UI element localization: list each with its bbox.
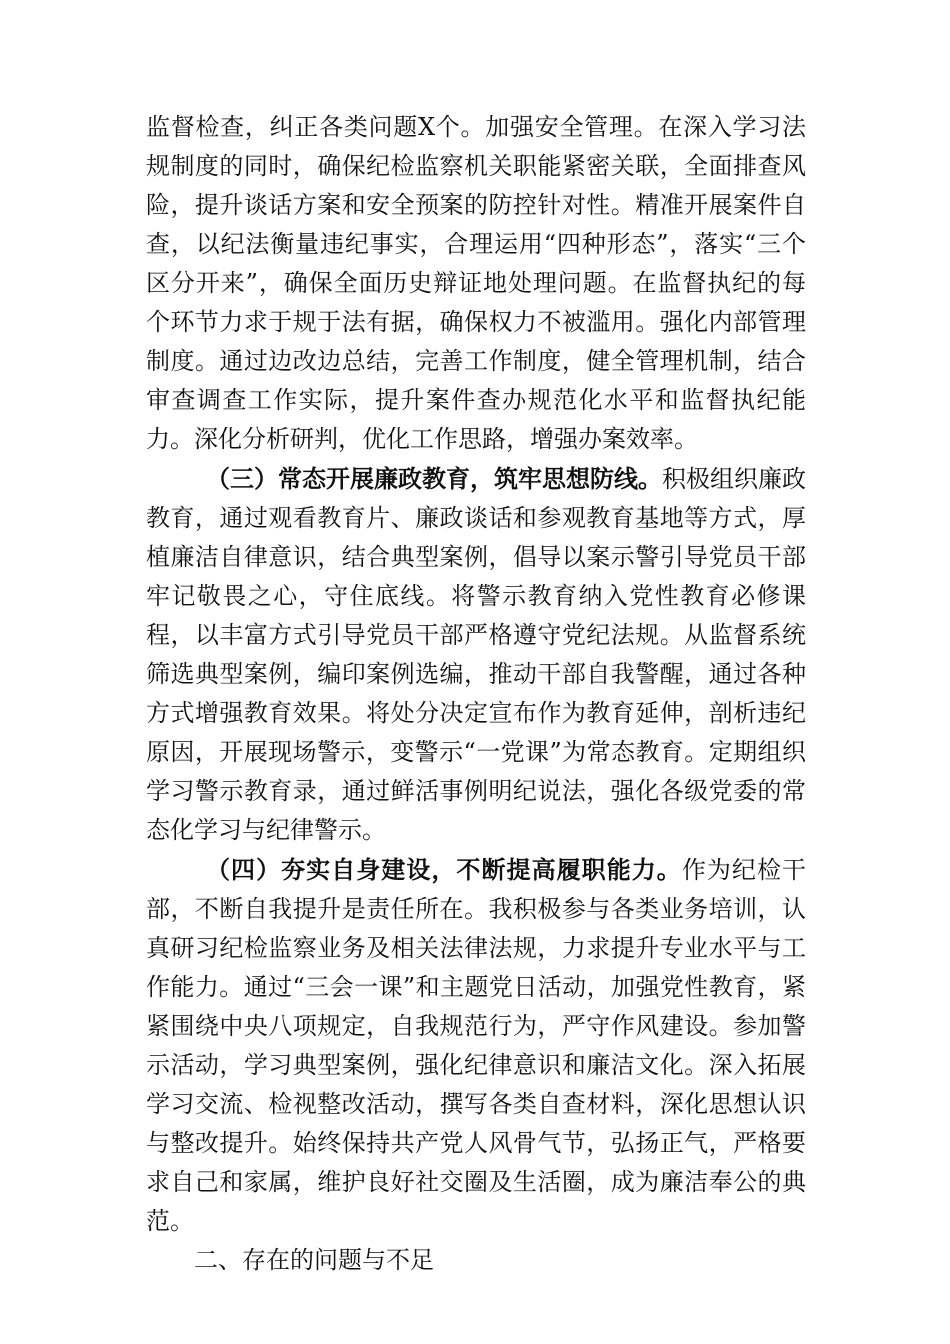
section-3-heading: （三）常态开展廉政教育，筑牢思想防线。 <box>206 464 662 493</box>
section-4-body: 作为纪检干部，不断自我提升是责任所在。我积极参与各类业务培训，认真研习纪检监察业务及相关法律法规，力求提升专业水平与工作能力。通过“三会一课”和主题党日活动，加强党性教育，紧紧围绕中央八项规定，自我规范行为，严守作风建设。参加警示活动，学习典型案例，强化纪律意识和廉洁文化。深入拓展学习交流、检视整改活动，撰写各类自查材料，深化思想认识与整改提升。始终保持共产党人风骨气节，弘扬正气，严格要求自己和家属，维护良好社交圈及生活圈，成为廉洁奉公的典范。 <box>146 856 807 1235</box>
section-4-heading: （四）夯实自身建设，不断提高履职能力。 <box>206 855 682 884</box>
section-3-body: 积极组织廉政教育，通过观看教育片、廉政谈话和参观教育基地等方式，厚植廉洁自律意识，结合典型案例，倡导以案示警引导党员干部牢记敬畏之心，守住底线。将警示教育纳入党性教育必修课程，以丰富方式引导党员干部严格遵守党纪法规。从监督系统筛选典型案例，编印案例选编，推动干部自我警醒，通过各种方式增强教育效果。将处分决定宣布作为教育延伸，剖析违纪原因，开展现场警示，变警示“一党课”为常态教育。定期组织学习警示教育录，通过鲜活事例明纪说法，强化各级党委的常态化学习与纪律警示。 <box>146 465 806 844</box>
paragraph-section-4 <box>146 850 806 1241</box>
section-heading-2: 二、存在的问题与不足 <box>194 1246 434 1274</box>
paragraph-continued: 监督检查，纠正各类问题X个。加强安全管理。在深入学习法规制度的同时，确保纪检监察机关职能紧密关联，全面排查风险，提升谈话方案和安全预案的防控针对性。精准开展案件自查，以纪法衡量违纪事实，合理运用“四种形态”，落实“三个区分开来”，确保全面历史辩证地处理问题。在监督执纪的每个环节力求于规于法有据，确保权力不被滥用。强化内部管理制度。通过边改边总结，完善工作制度，健全管理机制，结合审查调查工作实际，提升案件查办规范化水平和监督执纪能力。深化分析研判，优化工作思路，增强办案效率。 <box>146 113 806 453</box>
paragraph-section-3 <box>146 459 806 850</box>
document-body <box>146 108 806 1280</box>
